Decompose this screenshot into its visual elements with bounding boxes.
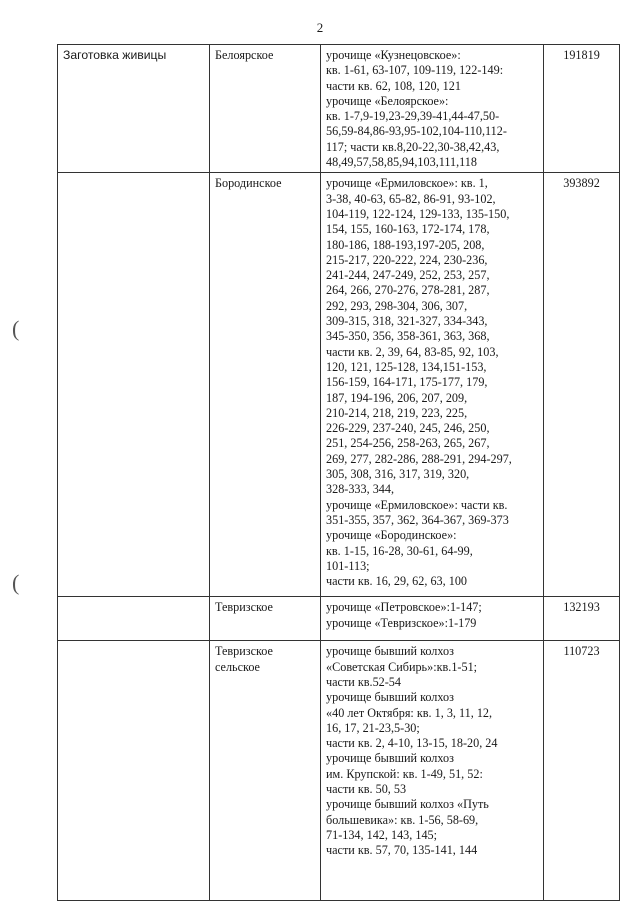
description-line: 269, 277, 282-286, 288-291, 294-297, [326, 451, 512, 466]
activity-cell [58, 597, 210, 641]
description-line: части кв. 50, 53 [326, 782, 407, 797]
description-line: 16, 17, 21-23,5-30; [326, 720, 420, 735]
description-cell [321, 173, 544, 597]
description-line: 292, 293, 298-304, 306, 307, [326, 298, 468, 313]
description-line: 305, 308, 316, 317, 319, 320, [326, 467, 470, 482]
activity-cell [58, 173, 210, 597]
description-line: им. Крупской: кв. 1-49, 51, 52: [326, 766, 483, 781]
description-line: 180-186, 188-193,197-205, 208, [326, 237, 485, 252]
area-cell: 132193 [544, 597, 620, 641]
description-line: 264, 266, 270-276, 278-281, 287, [326, 283, 490, 298]
description-line: урочище «Кузнецовское»: [326, 48, 461, 62]
activity-cell [58, 641, 210, 901]
page-number: 2 [316, 20, 324, 35]
description-line: 210-214, 218, 219, 223, 225, [326, 405, 468, 420]
district-line: Тевризское [215, 600, 273, 615]
description-line: 187, 194-196, 206, 207, 209, [326, 390, 468, 405]
description-line: 215-217, 220-222, 224, 230-236, [326, 252, 488, 267]
description-line: урочище «Петровское»:1-147; [326, 600, 482, 615]
description-line: 101-113; [326, 558, 370, 573]
description-line: урочище бывший колхоз «Путь [326, 797, 489, 812]
description-line: большевика»: кв. 1-56, 58-69, [326, 812, 479, 827]
district-cell [210, 641, 321, 901]
district-cell [210, 173, 321, 597]
description-line: урочище «Белоярское»: [326, 93, 449, 108]
description-line: 156-159, 164-171, 175-177, 179, [326, 375, 488, 390]
table-row [58, 173, 620, 597]
description-line: 71-134, 142, 143, 145; [326, 827, 438, 842]
forestry-table [57, 44, 620, 901]
description-line: 309-315, 318, 321-327, 334-343, [326, 314, 488, 329]
description-line: 104-119, 122-124, 129-133, 135-150, [326, 206, 510, 221]
description-line: 351-355, 357, 362, 364-367, 369-373 [326, 512, 509, 527]
district-line: Бородинское [215, 176, 282, 191]
area-cell: 110723 [544, 641, 620, 901]
description-line: урочище «Бородинское»: [326, 528, 457, 543]
description-line: урочище бывший колхоз [326, 751, 454, 766]
description-line: 328-333, 344, [326, 482, 395, 497]
table-row [58, 45, 620, 173]
activity-cell: Заготовка живицы [58, 45, 210, 173]
district-line: Тевризское [215, 644, 273, 659]
description-line: 154, 155, 160-163, 172-174, 178, [326, 222, 490, 237]
area-cell: 191819 [544, 45, 620, 173]
description-line: 56,59-84,86-93,95-102,104-110,112- [326, 124, 507, 139]
description-line: кв. 1-15, 16-28, 30-61, 64-99, [326, 543, 473, 558]
description-cell [321, 597, 544, 641]
district-line: сельское [215, 659, 260, 674]
table-row [58, 597, 620, 641]
description-line: 120, 121, 125-128, 134,151-153, [326, 359, 487, 374]
description-line: 345-350, 356, 358-361, 363, 368, [326, 329, 490, 344]
description-line: части кв. 16, 29, 62, 63, 100 [326, 574, 468, 589]
margin-mark: ( [12, 570, 20, 595]
margin-mark: ( [12, 316, 20, 341]
description-line: 251, 254-256, 258-263, 265, 267, [326, 436, 490, 451]
description-line: урочище бывший колхоз [326, 690, 454, 705]
district-line: Белоярское [215, 48, 274, 62]
description-line: «40 лет Октября: кв. 1, 3, 11, 12, [326, 705, 493, 720]
description-line: 48,49,57,58,85,94,103,111,118 [326, 155, 477, 170]
description-line: части кв. 2, 39, 64, 83-85, 92, 103, [326, 344, 499, 359]
description-line: урочище «Тевризское»:1-179 [326, 615, 477, 630]
description-line: части кв. 2, 4-10, 13-15, 18-20, 24 [326, 736, 498, 751]
description-line: 3-38, 40-63, 65-82, 86-91, 93-102, [326, 191, 496, 206]
description-line: кв. 1-61, 63-107, 109-119, 122-149: [326, 63, 504, 78]
description-cell [321, 45, 544, 173]
description-line: части кв.52-54 [326, 674, 401, 689]
description-line: кв. 1-7,9-19,23-29,39-41,44-47,50- [326, 109, 500, 124]
description-cell [321, 641, 544, 901]
description-line: урочище бывший колхоз [326, 644, 454, 659]
description-line: части кв. 62, 108, 120, 121 [326, 78, 461, 93]
description-line: части кв. 57, 70, 135-141, 144 [326, 843, 478, 858]
description-line: «Советская Сибирь»:кв.1-51; [326, 659, 478, 674]
table-row [58, 641, 620, 901]
description-line: 117; части кв.8,20-22,30-38,42,43, [326, 139, 500, 154]
description-line: 241-244, 247-249, 252, 253, 257, [326, 268, 490, 283]
district-cell [210, 45, 321, 173]
area-cell: 393892 [544, 173, 620, 597]
description-line: урочище «Ермиловское»: кв. 1, [326, 176, 488, 191]
district-cell [210, 597, 321, 641]
description-line: урочище «Ермиловское»: части кв. [326, 497, 508, 512]
description-line: 226-229, 237-240, 245, 246, 250, [326, 421, 490, 436]
